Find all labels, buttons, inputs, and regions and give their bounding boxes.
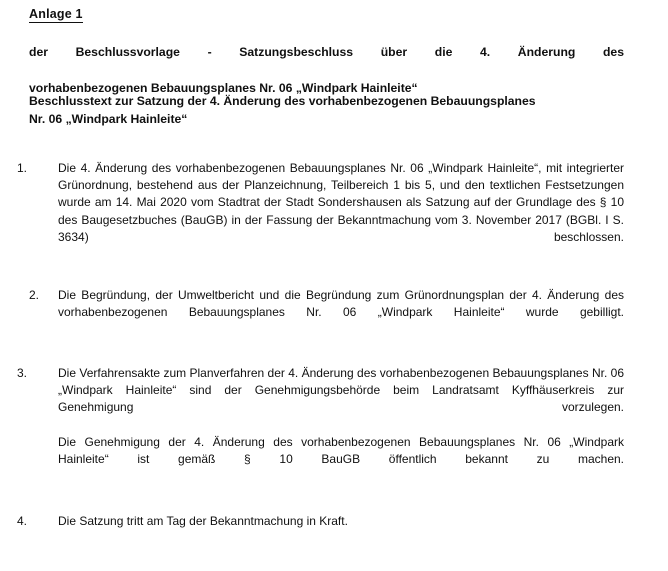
list-item-number: 2. xyxy=(29,288,40,303)
list-item-paragraph: Die Satzung tritt am Tag der Bekanntmachung in Kraft. xyxy=(58,514,348,529)
list-item-body xyxy=(58,160,624,263)
annex-label: Anlage 1 xyxy=(29,7,83,21)
list-item-body xyxy=(58,365,624,485)
list-item xyxy=(0,365,668,485)
subject-line-2: vorhabenbezogenen Bebauungsplanes Nr. 06 „Windpark Hainleite“ xyxy=(29,81,418,95)
list-item xyxy=(0,287,668,339)
list-item-number: 3. xyxy=(17,365,28,380)
resolution-heading-line-1: Beschlusstext zur Satzung der 4. Änderung des vorhabenbezogenen Bebauungsplanes xyxy=(29,94,536,108)
document-subject xyxy=(29,43,624,97)
list-item-paragraph: Die 4. Änderung des vorhabenbezogenen Bebauungsplanes Nr. 06 „Windpark Hainleite“, mit integrierter Grünordnung, bestehend aus der Planzeichnung, Teilbereich 1 bis 5, und den textlichen Festsetzungen wurde am 14. Mai 2020 vom Stadtrat der Stadt Sondershausen als Satzung auf der Grundlage des § 10 des Baugesetzbuches (BauGB) in der Fassung der Bekanntmachung vom 3. November 2017 (BGBl. I S. 3634) beschlossen. xyxy=(58,161,624,244)
list-item-number: 4. xyxy=(17,514,28,529)
resolution-item-list xyxy=(0,160,668,552)
list-item xyxy=(0,160,668,263)
list-item-body xyxy=(58,287,624,339)
resolution-heading-line-2: Nr. 06 „Windpark Hainleite“ xyxy=(29,112,188,126)
list-item-body xyxy=(58,513,624,530)
list-item-paragraph: Die Begründung, der Umweltbericht und die Begründung zum Grünordnungsplan der 4. Änderung des vorhabenbezogenen Bebauungsplanes Nr. 06 „Windpark Hainleite“ wurde gebilligt. xyxy=(58,288,624,320)
subject-line-1: der Beschlussvorlage - Satzungsbeschluss über die 4. Änderung des xyxy=(29,45,624,59)
list-item-paragraph: Die Genehmigung der 4. Änderung des vorhabenbezogenen Bebauungsplanes Nr. 06 „Windpark Hainleite“ ist gemäß § 10 BauGB öffentlich bekannt zu machen. xyxy=(58,434,624,466)
list-item xyxy=(0,513,668,530)
list-item-paragraph: Die Verfahrensakte zum Planverfahren der 4. Änderung des vorhabenbezogenen Bebauungsplanes Nr. 06 „Windpark Hainleite“ sind der Genehmigungsbehörde beim Landratsamt Kyffhäuserkreis zur Genehmigung vorzulegen. xyxy=(58,365,624,415)
list-item-number: 1. xyxy=(17,161,28,175)
resolution-text-heading xyxy=(29,92,627,128)
